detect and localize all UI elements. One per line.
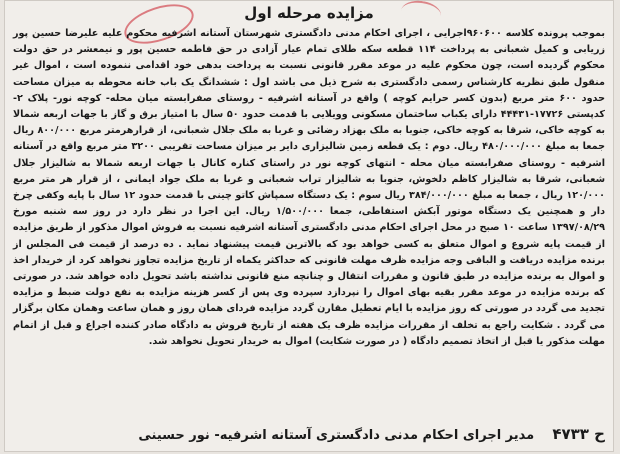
notice-code: ح ۴۷۳۳ <box>552 425 605 443</box>
notice-paragraph: بموجب پرونده کلاسه ۹۶۰۶۰۰اجرایی ، اجرای احکام مدنی دادگستری شهرستان آستانه اشرفیه محکوم علیه علیرضا حسین پور زریابی و کمیل شعبانی به پرداخت ۱۱۴ قطعه سکه طلای تمام عیار آزادی در حق فاطمه حسین پور و نیمعشر در حق دولت محکوم گردیده است، چون محکوم علیه در موعد مقرر قانونی نسبت به پرداخت بدهی خود اقدامی ننموده است ، اموال غیر منقول طبق نظریه کارشناس رسمی دادگستری به شرح ذیل می باشد اول : ششدانگ یک باب خانه محوطه به میزان مساحت حدود ۶۰۰ متر مربع (بدون کسر حرایم کوچه ) واقع در آستانه اشرفیه - روستای صفرابسته میان محله- کوچه نور- پلاک ۲- کدپستی ۱۷۷۲۶-۴۴۴۳۱ دارای یکباب ساختمان مسکونی وویلایی با قدمت حدود ۵۰ سال با امتیاز برق و گاز با جهات اربعه شمالا به کوچه خاکی، شرقا به کوچه خاکی، جنوبا به ملک بهزاد رضائی و غربا به ملک جلال شعبانی، از قرارهرمتر مربع ۸۰۰/۰۰۰ ریال جمعا به مبلغ ۴۸۰/۰۰۰/۰۰۰ ریال. دوم : یک قطعه زمین شالیزاری دایر بر میزان مساحت تقریبی ۳۲۰۰ متر مربع واقع در آستانه اشرفیه - روستای صفرابسته میان محله - انتهای کوچه نور در راستای کناره کانال با جهات اربعه شمالا به شالیزار جلال شعبانی، شرقا به شالیزار کاظم دلخوش، جنوبا به شالیزار تراب شعبانی و غربا به ملک جواد ایمانی ، از قرار هر متر مربع ۱۲۰/۰۰۰ ریال ، جمعا به مبلغ ۳۸۴/۰۰۰/۰۰۰ ریال سوم : یک دستگاه سمپاش کاتو چینی با قدمت حدود ۱۲ سال با پایه وکفی چرخ دار و همچنین یک دستگاه موتور آبکش استفاطی، جمعا ۱/۵۰۰/۰۰۰ ریال. این اجرا در نظر دارد در روز سه شنبه مورخ ۱۳۹۷/۰۸/۲۹ ساعت ۱۰ صبح در محل اجرای احکام مدنی دادگستری آستانه اشرفیه نسبت به فروش اموال مذکور از طریق مزایده از قیمت پایه شروع و اموال متعلق به کسی خواهد بود که بالاترین قیمت پیشنهاد نماید . ده درصد از قیمت فی المجلس از برنده مزایده دریافت و الباقی وجه مزایده ظرف مهلت قانونی که حداکثر یکماه از تاریخ مزایده تجاوز نخواهد کرد از خریدار اخذ و اموال به برنده مزایده در طبق قانون و مقررات انتقال و چنانچه منع قانونی نداشته باشد تحویل داده خواهد شد. در صورتی که برنده مزایده در موعد مقرر بقیه بهای اموال را نپردازد سپرده وی پس از کسر هزینه مزایده به نفع دولت ضبط و مزایده تجدید می گردد در صورتی که روز مزایده با ایام تعطیل مقارن گردد مزایده فردای همان روز و همان ساعت وهمان مکان برگزار می گردد . شکایت راجع به تخلف از مقررات مزایده ظرف یک هفته از تاریخ فروش به دادگاه صادر کننده اجراع و قبل از اتمام مهلت مذکور یا قبل از اتخاذ تصمیم دادگاه ( در صورت شکایت) اموال به خریدار تحویل نخواهد شد. <box>13 28 606 347</box>
notice-body <box>13 26 605 350</box>
notice-signature: مدیر اجرای احکام مدنی دادگستری آستانه اشرفیه- نور حسینی <box>138 428 535 443</box>
notice-title: مزایده مرحله اول <box>244 4 374 22</box>
newspaper-clipping <box>4 0 614 452</box>
notice-footer <box>13 425 605 445</box>
